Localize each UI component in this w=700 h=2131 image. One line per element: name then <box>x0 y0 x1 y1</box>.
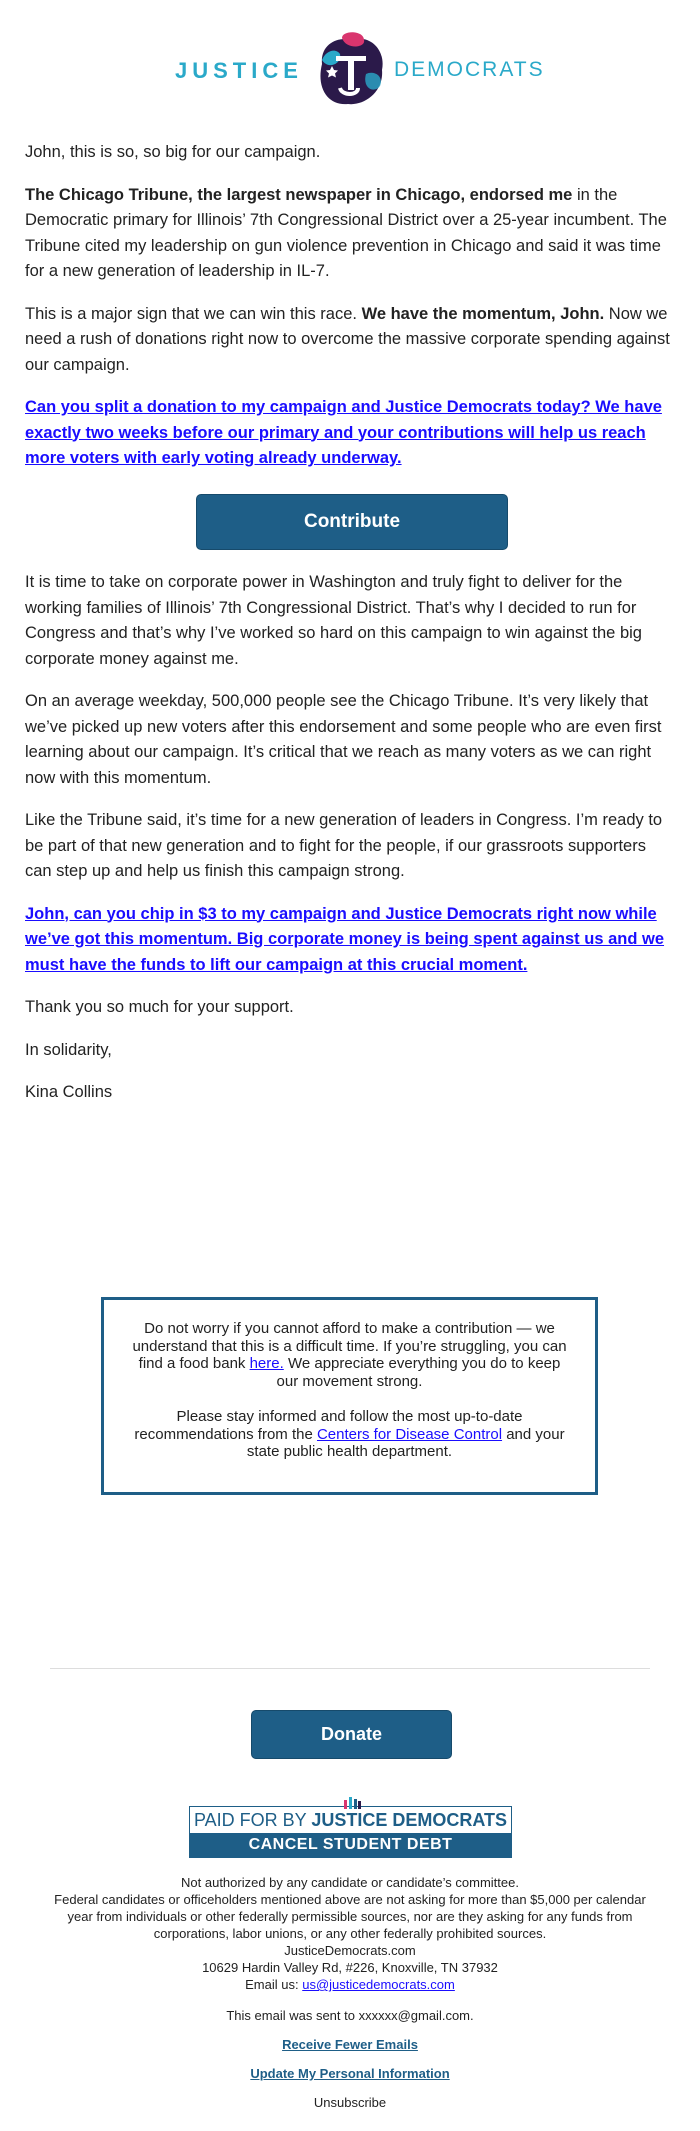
email-footer <box>45 1874 655 2111</box>
signature: Kina Collins <box>25 1083 113 1101</box>
endorsement-bold: The Chicago Tribune, the largest newspaper in Chicago, endorsed me <box>25 185 573 204</box>
momentum-bold: We have the momentum, John. <box>361 304 605 323</box>
chip-in-link[interactable]: John, can you chip in $3 to my campaign and Justice Democrats right now while we’ve got this momentum. Big corporate money is being spent against us and we must have the funds to lift our campaign at this crucial moment. <box>25 904 665 974</box>
cdc-link[interactable]: Centers for Disease Control <box>316 1425 503 1443</box>
split-donation-link[interactable]: Can you split a donation to my campaign and Justice Democrats today? We have exactly two weeks before our primary and your contributions will help us reach more voters with early voting already underway. <box>25 398 662 467</box>
letter-body-continued <box>25 570 673 1123</box>
corporate-power-paragraph: It is time to take on corporate power in Washington and truly fight to deliver for the working families of Illinois’ 7th Congressional District. That’s why I decided to run for Congress and that’s why I’ve worked so hard on this campaign to win against the big corporate money against me. <box>25 573 642 668</box>
momentum-end: Now we need a rush of donations right now to overcome the massive corporate spending against our campaign. <box>25 304 670 374</box>
momentum-paragraph <box>25 302 673 379</box>
new-generation-paragraph: Like the Tribune said, it’s time for a new generation of leaders in Congress. I’m ready to be part of that new generation and to fight for the people, if our grassroots supporters can step up and help us finish this campaign strong. <box>25 811 663 880</box>
cdc-text-end: and your state public health department. <box>246 1425 565 1460</box>
cancel-student-debt-slogan: CANCEL STUDENT DEBT <box>190 1833 511 1857</box>
endorsement-rest: in the Democratic primary for Illinois’ 7th Congressional District over a 25-year incumbent. The Tribune cited my leadership on gun violence prevention in Chicago and said it was time for a new generation of leadership in IL-7. <box>25 185 667 280</box>
logo-democrats-text: DEMOCRATS <box>394 58 545 81</box>
greeting-paragraph: John, this is so, so big for our campaign. <box>25 143 321 161</box>
donation-link-paragraph-2 <box>25 902 673 979</box>
footer-address: 10629 Hardin Valley Rd, #226, Knoxville, TN 37932 <box>202 1960 498 1975</box>
food-bank-text-end: We appreciate everything you do to keep our movement strong. <box>276 1355 561 1390</box>
footer-email-line <box>45 1976 655 1993</box>
cdc-text: Please stay informed and follow the most up-to-date recommendations from the <box>134 1408 523 1443</box>
hardship-notice-box <box>101 1297 598 1495</box>
endorsement-paragraph <box>25 183 673 285</box>
tribune-readers-paragraph: On an average weekday, 500,000 people see the Chicago Tribune. It’s very likely that we’ve picked up new voters after this endorsement and some people who are even first learning about our campaign. It’s critical that we reach as many voters as we can right now with this momentum. <box>25 692 662 787</box>
logo-justice-text: JUSTICE <box>175 58 303 83</box>
food-bank-paragraph <box>132 1320 567 1390</box>
unsubscribe-link[interactable]: Unsubscribe <box>313 2095 387 2110</box>
food-bank-link[interactable]: here. <box>249 1355 284 1372</box>
letter-body <box>25 140 673 489</box>
raised-hands-icon <box>341 1797 363 1809</box>
paid-for-banner <box>189 1806 512 1858</box>
donate-button[interactable]: Donate <box>251 1710 452 1759</box>
sent-to-line: This email was sent to xxxxxx@gmail.com. <box>226 2008 474 2023</box>
receive-fewer-emails-link[interactable]: Receive Fewer Emails <box>282 2037 418 2052</box>
disclaimer-line-2: Federal candidates or officeholders mentioned above are not asking for more than $5,000 per calendar year from individuals or other federally permissible sources, nor are they asking for any funds from corporations, labor unions, or any other federally prohibited sources. <box>54 1892 646 1941</box>
footer-website: JusticeDemocrats.com <box>284 1943 416 1958</box>
momentum-start: This is a major sign that we can win this race. <box>25 304 362 323</box>
justice-democrats-logo-icon <box>312 30 388 108</box>
cdc-paragraph <box>132 1408 567 1461</box>
donation-link-paragraph-1 <box>25 395 673 472</box>
contribute-button[interactable]: Contribute <box>196 494 508 550</box>
paid-for-org: JUSTICE DEMOCRATS <box>311 1810 508 1830</box>
footer-divider <box>50 1668 650 1669</box>
contact-email-link[interactable]: us@justicedemocrats.com <box>302 1977 455 1992</box>
paid-for-prefix: PAID FOR BY <box>193 1810 312 1830</box>
food-bank-text: Do not worry if you cannot afford to make a contribution — we understand that this is a difficult time. If you’re struggling, you can find a food bank <box>132 1320 567 1372</box>
thanks-paragraph: Thank you so much for your support. <box>25 998 294 1016</box>
update-info-link[interactable]: Update My Personal Information <box>250 2066 450 2081</box>
closing-paragraph: In solidarity, <box>25 1040 112 1059</box>
email-label: Email us: <box>245 1977 303 1992</box>
paid-for-line <box>190 1807 511 1833</box>
disclaimer-line-1: Not authorized by any candidate or candidate’s committee. <box>181 1875 519 1890</box>
email-header <box>0 30 700 110</box>
